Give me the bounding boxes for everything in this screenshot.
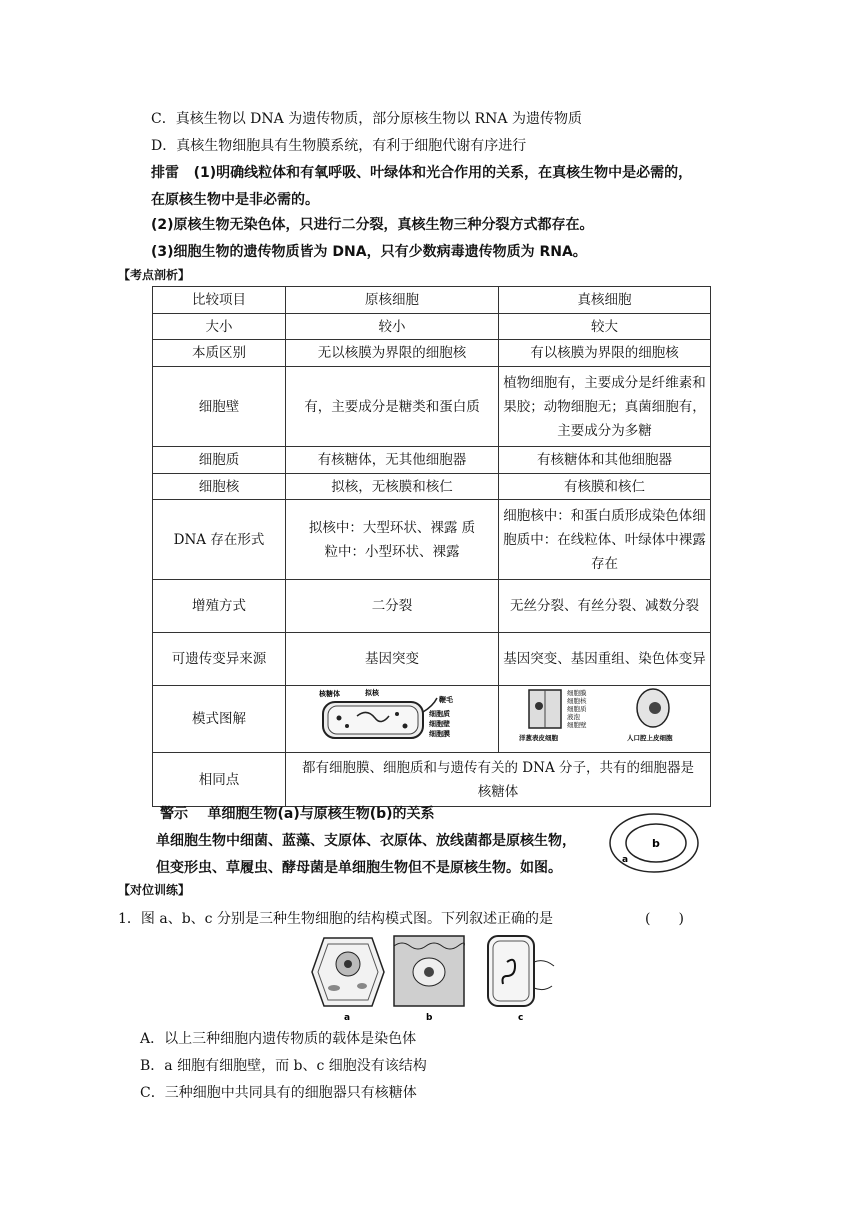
venn-label-b: b xyxy=(652,837,660,850)
row-eukaryote: 细胞核中：和蛋白质形成染色体细胞质中：在线粒体、叶绿体中裸露存在 xyxy=(499,500,711,580)
row-prokaryote: 较小 xyxy=(286,314,499,340)
table-row xyxy=(153,367,711,447)
paile-point-3: (3)细胞生物的遗传物质皆为 DNA，只有少数病毒遗传物质为 RNA。 xyxy=(151,244,587,260)
header-cell: 比较项目 xyxy=(153,287,286,314)
prokaryote-cell-diagram xyxy=(317,686,467,744)
warning-line-2: 但变形虫、草履虫、酵母菌是单细胞生物但不是原核生物。如图。 xyxy=(156,860,562,876)
row-eukaryote: 有核糖体和其他细胞器 xyxy=(499,447,711,474)
prokaryote-diagram-cell xyxy=(286,686,499,753)
paile-line-1 xyxy=(151,163,692,183)
section-duiwei: 【对位训练】 xyxy=(118,883,191,897)
row-item: 模式图解 xyxy=(153,686,286,753)
comparison-table xyxy=(152,286,711,807)
label-ribosome: 核糖体 xyxy=(319,690,340,698)
section-kaodian: 【考点剖析】 xyxy=(118,268,191,282)
fig-label-a: a xyxy=(344,1013,351,1023)
warning-line-1: 单细胞生物中细菌、蓝藻、支原体、衣原体、放线菌都是原核生物， xyxy=(156,833,576,849)
table-row xyxy=(153,340,711,367)
header-cell: 原核细胞 xyxy=(286,287,499,314)
table-row xyxy=(153,314,711,340)
table-common-row xyxy=(153,753,711,807)
paile-point-2: (2)原核生物无染色体，只进行二分裂，真核生物三种分裂方式都存在。 xyxy=(151,217,594,233)
table-header-row xyxy=(153,287,711,314)
row-prokaryote: 二分裂 xyxy=(286,580,499,633)
fig-label-b: b xyxy=(426,1013,433,1023)
row-eukaryote: 基因突变、基因重组、染色体变异 xyxy=(499,633,711,686)
row-prokaryote: 有，主要成分是糖类和蛋白质 xyxy=(286,367,499,447)
row-item: 可遗传变异来源 xyxy=(153,633,286,686)
fig-label-c: c xyxy=(518,1013,524,1023)
eukaryote-diagram-cell xyxy=(499,686,711,753)
row-item: 本质区别 xyxy=(153,340,286,367)
row-eukaryote: 有以核膜为界限的细胞核 xyxy=(499,340,711,367)
paile-point-1a: (1)明确线粒体和有氧呼吸、叶绿体和光合作用的关系，在真核生物中是必需的， xyxy=(193,165,693,181)
table-row xyxy=(153,447,711,474)
label-euk-wall: 细胞壁 xyxy=(566,721,586,729)
question-stem: 1．图 a、b、c 分别是三种生物细胞的结构模式图。下列叙述正确的是 xyxy=(118,911,553,927)
option-c-top: C．真核生物以 DNA 为遗传物质，部分原核生物以 RNA 为遗传物质 xyxy=(151,111,582,127)
row-item: DNA 存在形式 xyxy=(153,500,286,580)
warning-title: 单细胞生物(a)与原核生物(b)的关系 xyxy=(207,806,435,822)
eukaryote-cell-diagram xyxy=(515,686,695,744)
row-prokaryote: 拟核，无核膜和核仁 xyxy=(286,474,499,500)
option-c: C．三种细胞中共同具有的细胞器只有核糖体 xyxy=(140,1085,417,1101)
row-eukaryote: 较大 xyxy=(499,314,711,340)
row-prokaryote: 有核糖体，无其他细胞器 xyxy=(286,447,499,474)
label-euk-nucleus: 细胞核 xyxy=(566,697,586,705)
row-eukaryote: 无丝分裂、有丝分裂、减数分裂 xyxy=(499,580,711,633)
label-cell-membrane: 细胞膜 xyxy=(429,730,450,738)
row-item: 大小 xyxy=(153,314,286,340)
label-cell-wall: 细胞壁 xyxy=(429,720,450,728)
label-flagellum: 鞭毛 xyxy=(439,696,453,704)
table-row xyxy=(153,474,711,500)
venn-diagram xyxy=(608,812,700,874)
warning-label: 警示 xyxy=(160,806,188,822)
row-eukaryote: 植物细胞有，主要成分是纤维素和果胶；动物细胞无；真菌细胞有，主要成分为多糖 xyxy=(499,367,711,447)
option-a: A．以上三种细胞内遗传物质的载体是染色体 xyxy=(140,1031,417,1047)
table-row xyxy=(153,686,711,753)
answer-paren: ( ) xyxy=(645,911,684,927)
venn-label-a: a xyxy=(622,855,629,865)
row-item: 细胞核 xyxy=(153,474,286,500)
option-b: B．a 细胞有细胞壁，而 b、c 细胞没有该结构 xyxy=(140,1058,427,1074)
row-prokaryote: 无以核膜为界限的细胞核 xyxy=(286,340,499,367)
common-text: 都有细胞膜、细胞质和与遗传有关的 DNA 分子，共有的细胞器是核糖体 xyxy=(286,753,711,807)
warning-title-line xyxy=(160,804,435,824)
paile-label: 排雷 xyxy=(151,165,179,181)
common-item: 相同点 xyxy=(153,753,286,807)
label-euk-vacuole: 液泡 xyxy=(566,713,580,721)
label-euk-cytoplasm: 细胞质 xyxy=(566,705,586,713)
header-cell: 真核细胞 xyxy=(499,287,711,314)
row-prokaryote: 基因突变 xyxy=(286,633,499,686)
paile-point-1b: 在原核生物中是非必需的。 xyxy=(151,192,319,208)
label-cytoplasm: 细胞质 xyxy=(429,710,450,718)
option-d-top: D．真核生物细胞具有生物膜系统，有利于细胞代谢有序进行 xyxy=(151,138,527,154)
row-eukaryote: 有核膜和核仁 xyxy=(499,474,711,500)
table-row xyxy=(153,633,711,686)
label-nucleoid: 拟核 xyxy=(365,689,379,697)
question-cell-figures xyxy=(302,932,564,1024)
table-row xyxy=(153,580,711,633)
row-item: 增殖方式 xyxy=(153,580,286,633)
label-euk-membrane: 细胞膜 xyxy=(566,689,586,697)
row-prokaryote: 拟核中：大型环状、裸露 质粒中：小型环状、裸露 xyxy=(286,500,499,580)
row-item: 细胞壁 xyxy=(153,367,286,447)
table-row xyxy=(153,500,711,580)
caption-oral: 人口腔上皮细胞 xyxy=(626,734,672,742)
row-item: 细胞质 xyxy=(153,447,286,474)
caption-onion: 洋葱表皮细胞 xyxy=(518,734,558,742)
